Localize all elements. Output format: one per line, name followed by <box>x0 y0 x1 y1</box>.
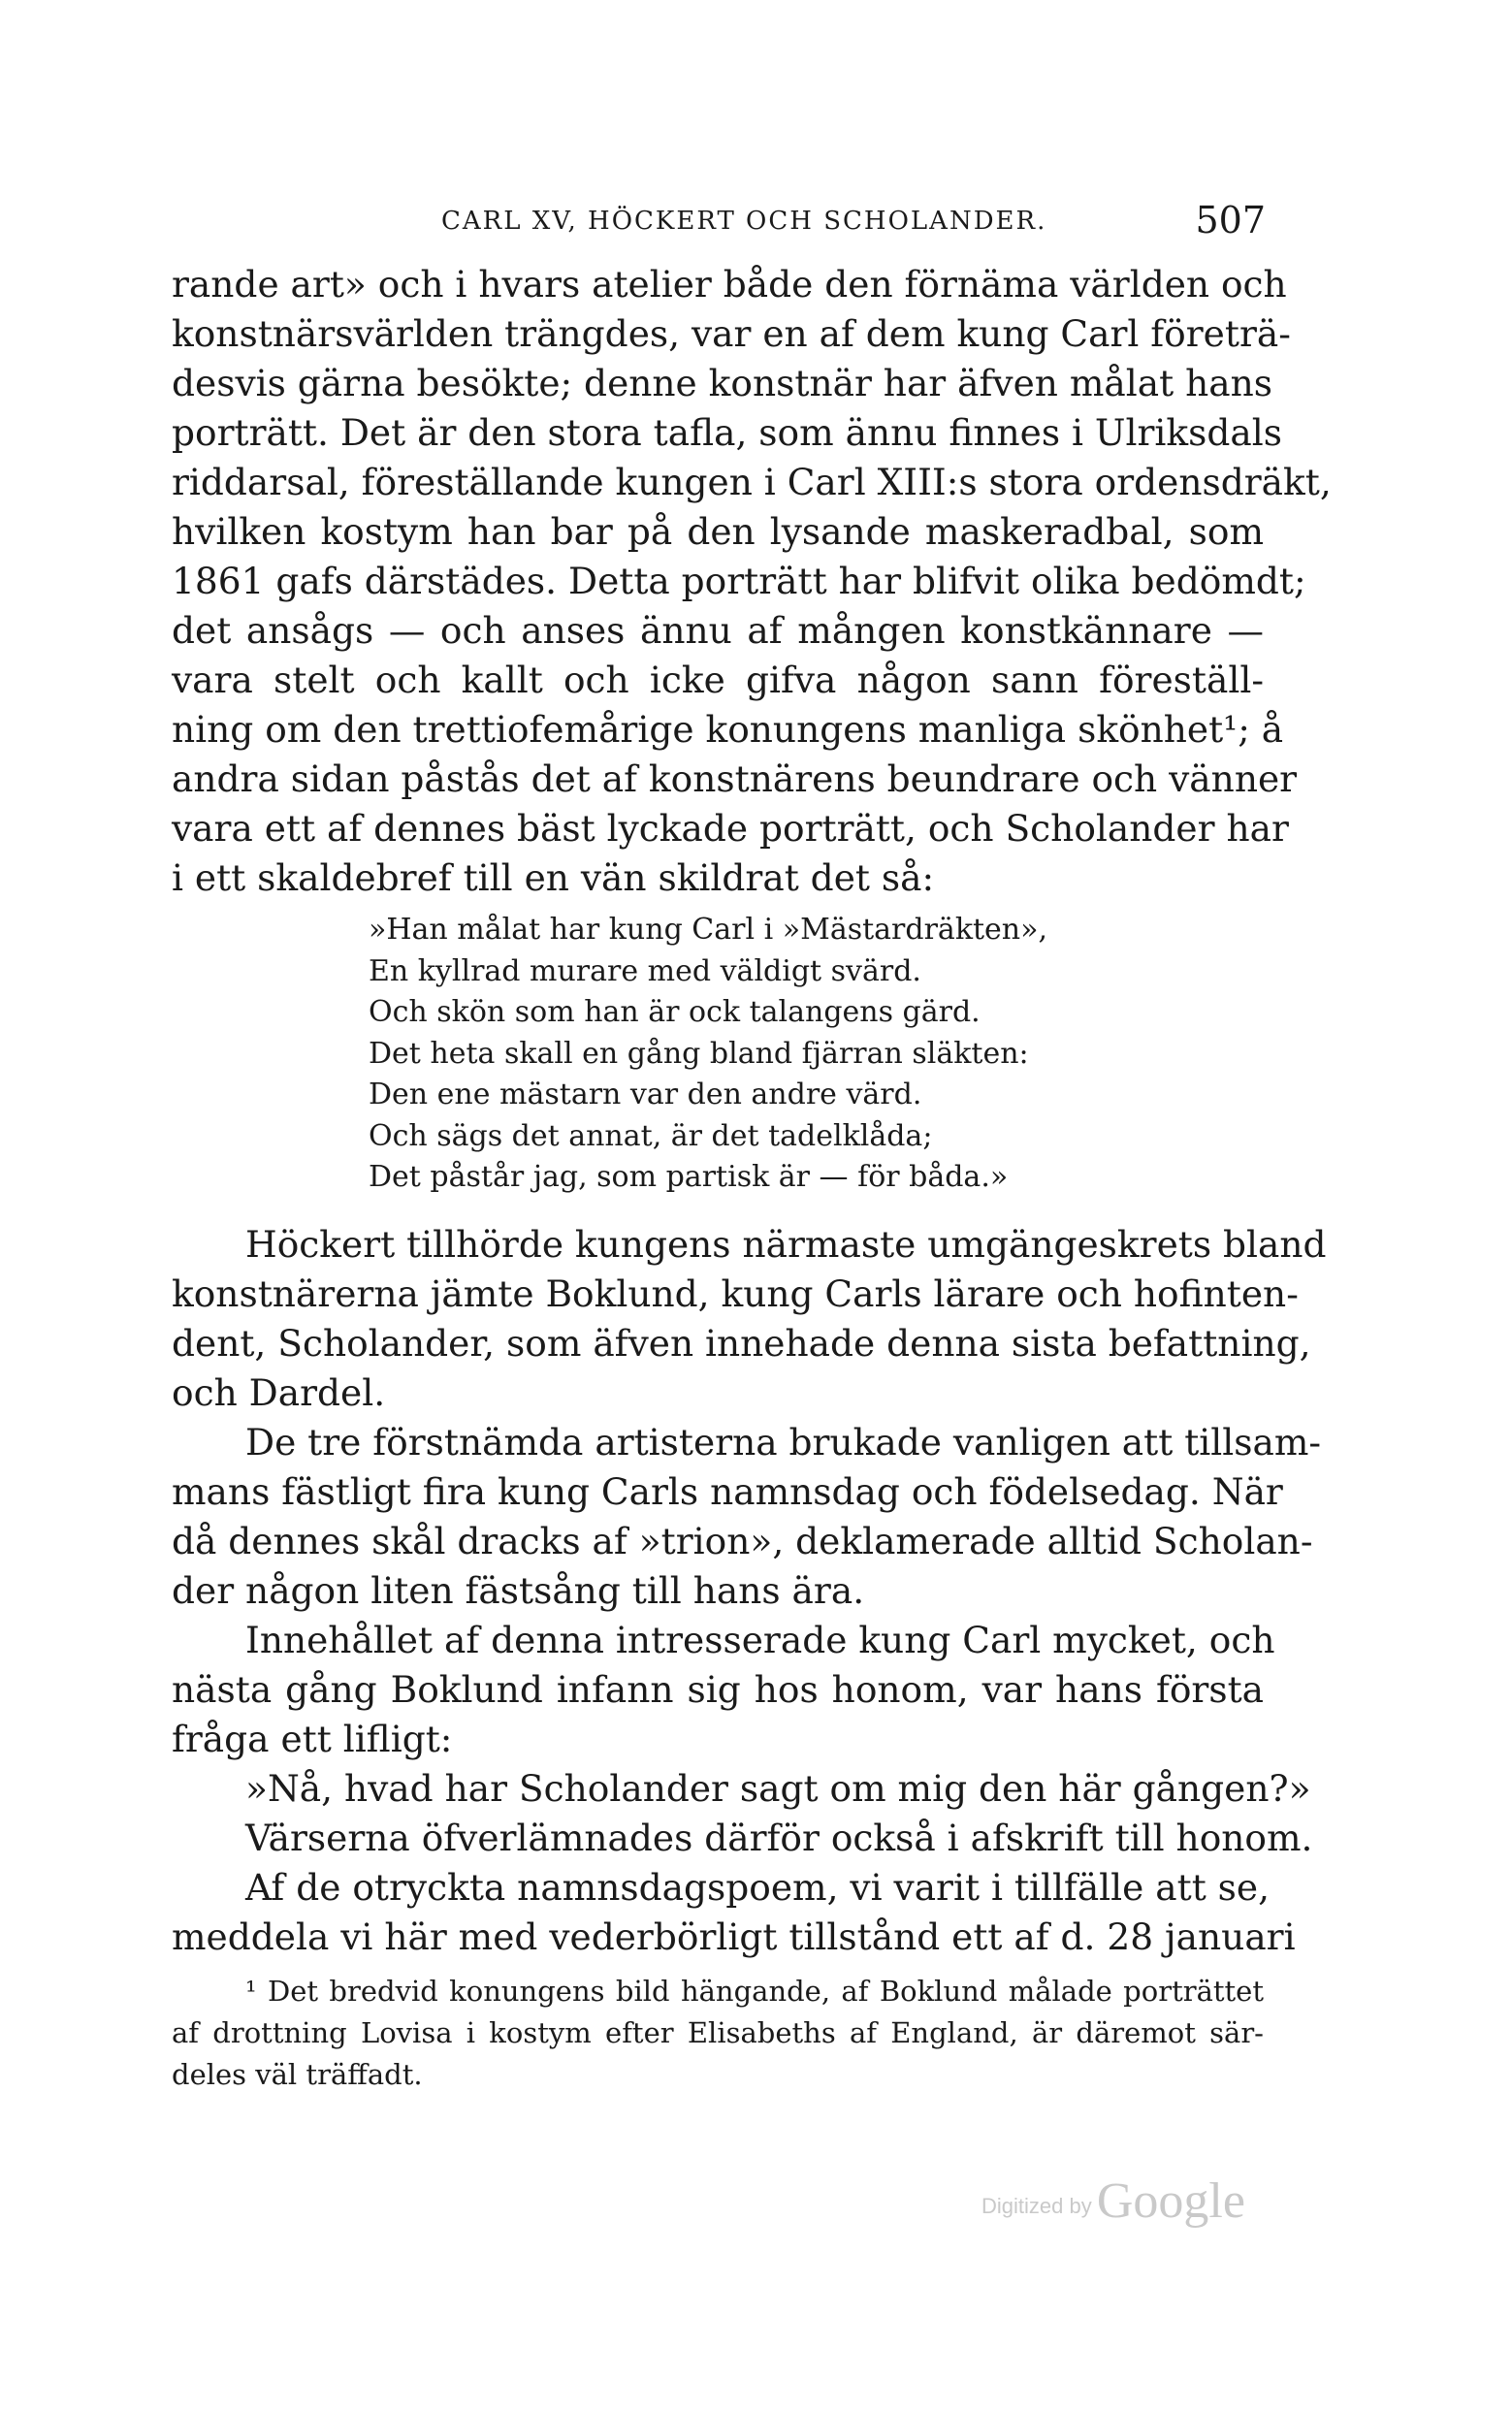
text-line: konstnärerna jämte Boklund, kung Carls lärare och hofinten- <box>172 1272 1299 1315</box>
text-line: nästa gång Boklund infann sig hos honom, var hans första <box>172 1668 1264 1711</box>
text-line: der någon liten fästsång till hans ära. <box>172 1569 865 1612</box>
poem-line: En kyllrad murare med väldigt svärd. <box>369 953 921 988</box>
text-line: dent, Scholander, som äfven innehade denna sista befattning, <box>172 1322 1311 1365</box>
footnote <box>172 1971 1264 2096</box>
text-line: Värserna öfverlämnades därför också i afskrift till honom. <box>245 1817 1313 1859</box>
text-line: »Nå, hvad har Scholander sagt om mig den här gången?» <box>245 1767 1311 1810</box>
poem-line: Det heta skall en gång bland fjärran släkten: <box>369 1036 1029 1071</box>
text-line: rande art» och i hvars atelier både den förnäma världen och <box>172 263 1287 306</box>
footnote-line: af drottning Lovisa i kostym efter Elisabeths af England, är däremot sär- <box>172 2016 1264 2049</box>
main-text-continued <box>172 1220 1327 1962</box>
poem-quote <box>369 910 1047 1199</box>
poem-line: Den ene mästarn var den andre värd. <box>369 1078 922 1111</box>
text-line: De tre förstnämda artisterna brukade vanligen att tillsam- <box>245 1421 1322 1464</box>
text-line: hvilken kostym han bar på den lysande maskeradbal, som <box>172 510 1264 553</box>
page-header <box>170 199 1266 247</box>
text-line: i ett skaldebref till en vän skildrat det så: <box>172 856 935 899</box>
digitized-watermark <box>981 2172 1245 2230</box>
footnote-line: deles väl träffadt. <box>172 2058 423 2091</box>
poem-line: Och skön som han är ock talangens gärd. <box>369 995 981 1029</box>
poem-line: Och sägs det annat, är det tadelklåda; <box>369 1118 933 1153</box>
text-line: det ansågs — och anses ännu af mången konstkännare — <box>172 609 1264 652</box>
text-line: 1861 gafs därstädes. Detta porträtt har blifvit olika bedömdt; <box>172 560 1306 602</box>
main-text-block <box>172 260 1332 903</box>
text-line: ning om den trettiofemårige konungens manliga skönhet¹; å <box>172 708 1284 751</box>
text-line: mans fästligt fira kung Carls namnsdag och födelsedag. När <box>172 1470 1283 1513</box>
watermark-prefix: Digitized by <box>981 2194 1092 2218</box>
text-line: riddarsal, föreställande kungen i Carl XIII:s stora ordensdräkt, <box>172 461 1332 503</box>
text-line: konstnärsvärlden trängdes, var en af dem kung Carl företrä- <box>172 312 1291 355</box>
footnote-line: ¹ Det bredvid konungens bild hängande, af Boklund målade porträttet <box>245 1975 1264 2008</box>
google-logo-text: Google <box>1096 2173 1245 2229</box>
page-number: 507 <box>1195 199 1266 241</box>
text-line: meddela vi här med vederbörligt tillstånd ett af d. 28 januari <box>172 1915 1296 1958</box>
text-line: vara stelt och kallt och icke gifva någon sann föreställ- <box>172 659 1264 701</box>
running-title: CARL XV, HÖCKERT OCH SCHOLANDER. <box>441 207 1047 236</box>
text-line: desvis gärna besökte; denne konstnär har äfven målat hans <box>172 362 1272 404</box>
poem-line: »Han målat har kung Carl i »Mästardräkten», <box>369 913 1048 947</box>
text-line: och Dardel. <box>172 1371 386 1414</box>
text-line: då dennes skål dracks af »trion», deklamerade alltid Scholan- <box>172 1520 1313 1562</box>
text-line: Höckert tillhörde kungens närmaste umgängeskrets bland <box>245 1223 1327 1266</box>
text-line: porträtt. Det är den stora tafla, som ännu finnes i Ulriksdals <box>172 411 1282 454</box>
text-line: Innehållet af denna intresserade kung Carl mycket, och <box>245 1619 1275 1661</box>
text-line: Af de otryckta namnsdagspoem, vi varit i tillfälle att se, <box>245 1866 1271 1909</box>
text-line: vara ett af dennes bäst lyckade porträtt, och Scholander har <box>172 807 1289 850</box>
text-line: fråga ett lifligt: <box>172 1718 453 1760</box>
text-line: andra sidan påstås det af konstnärens beundrare och vänner <box>172 757 1298 800</box>
poem-line: Det påstår jag, som partisk är — för båda.» <box>369 1160 1009 1194</box>
